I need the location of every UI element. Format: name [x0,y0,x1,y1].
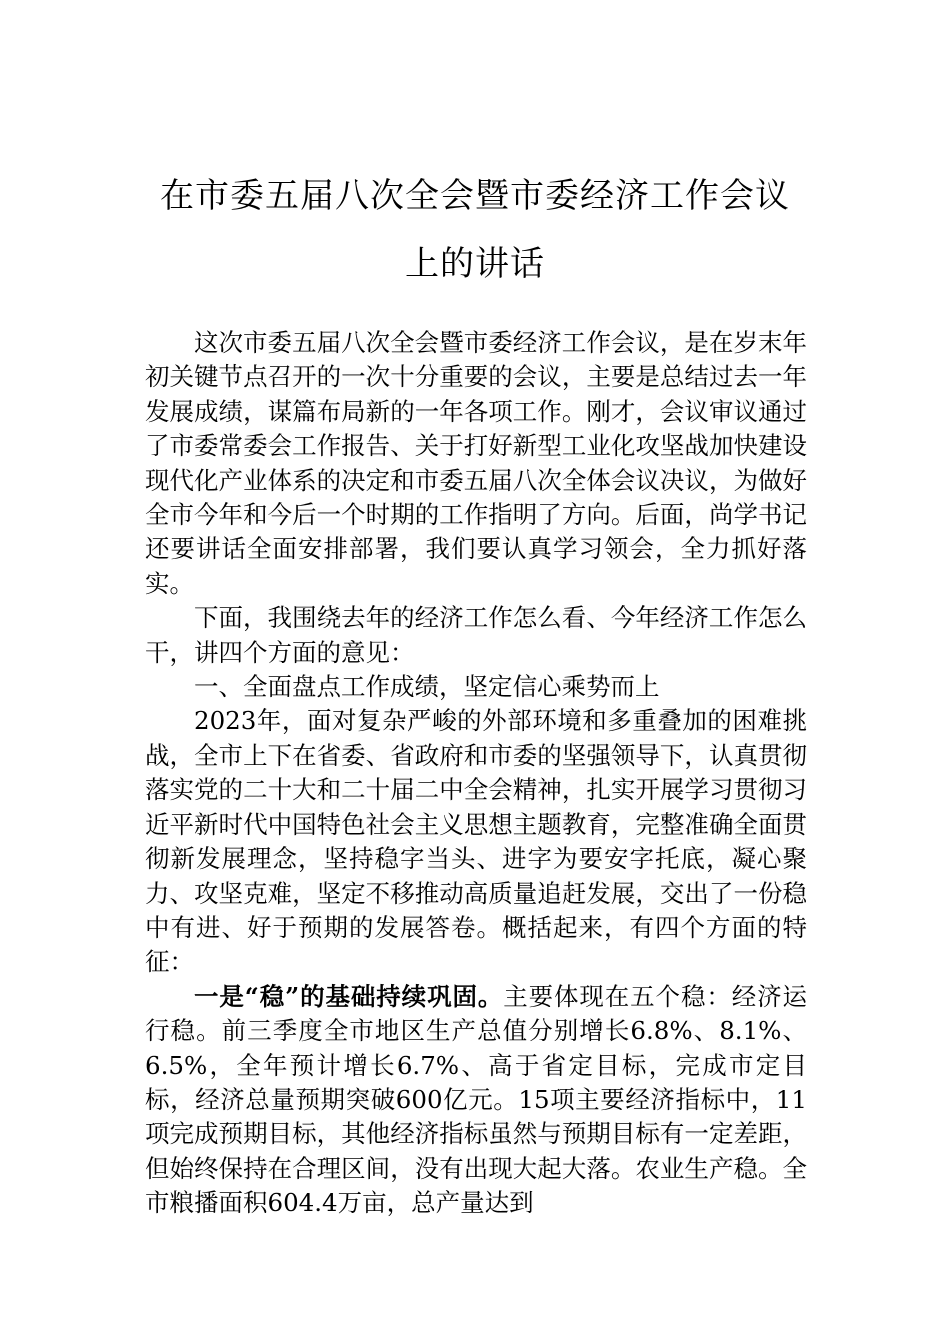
paragraph-stability [145,980,807,1221]
title-line-1: 在市委五届八次全会暨市委经济工作会议 [160,176,790,216]
paragraph-stability-text: 主要体现在五个稳：经济运行稳。前三季度全市地区生产总值分别增长6.8%、8.1%、6.5%，全年预计增长6.7%、高于省定目标，完成市定目标，经济总量预期突破600亿元。15项主要经济指标中，11项完成预期目标，其他经济指标虽然与预期目标有一定差距，但始终保持在合理区间，没有出现大起大落。农业生产稳。全市粮播面积604.4万亩，总产量达到 [145,981,808,1218]
document-body [145,326,807,1221]
document-title [120,162,830,298]
section-heading-1: 一、全面盘点工作成绩，坚定信心乘势而上 [194,672,660,702]
paragraph-2023-summary: 2023年，面对复杂严峻的外部环境和多重叠加的困难挑战，全市上下在省委、省政府和市委的坚强领导下，认真贯彻落实党的二十大和二十届二中全会精神，扎实开展学习贯彻习近平新时代中国特色社会主义思想主题教育，完整准确全面贯彻新发展理念，坚持稳字当头、进字为要安字托底，凝心聚力、攻坚克难，坚定不移推动高质量追赶发展，交出了一份稳中有进、好于预期的发展答卷。概括起来，有四个方面的特征： [145,706,807,977]
paragraph-lead-bold: 一是“稳”的基础持续巩固。 [194,981,504,1011]
paragraph-outline: 下面，我围绕去年的经济工作怎么看、今年经济工作怎么干，讲四个方面的意见： [145,603,807,667]
paragraph-intro: 这次市委五届八次全会暨市委经济工作会议，是在岁末年初关键节点召开的一次十分重要的会议，主要是总结过去一年发展成绩，谋篇布局新的一年各项工作。刚才，会议审议通过了市委常委会工作报告、关于打好新型工业化攻坚战加快建设现代化产业体系的决定和市委五届八次全体会议决议，为做好全市今年和今后一个时期的工作指明了方向。后面，尚学书记还要讲话全面安排部署，我们要认真学习领会，全力抓好落实。 [145,328,807,598]
title-line-2: 上的讲话 [405,244,545,284]
